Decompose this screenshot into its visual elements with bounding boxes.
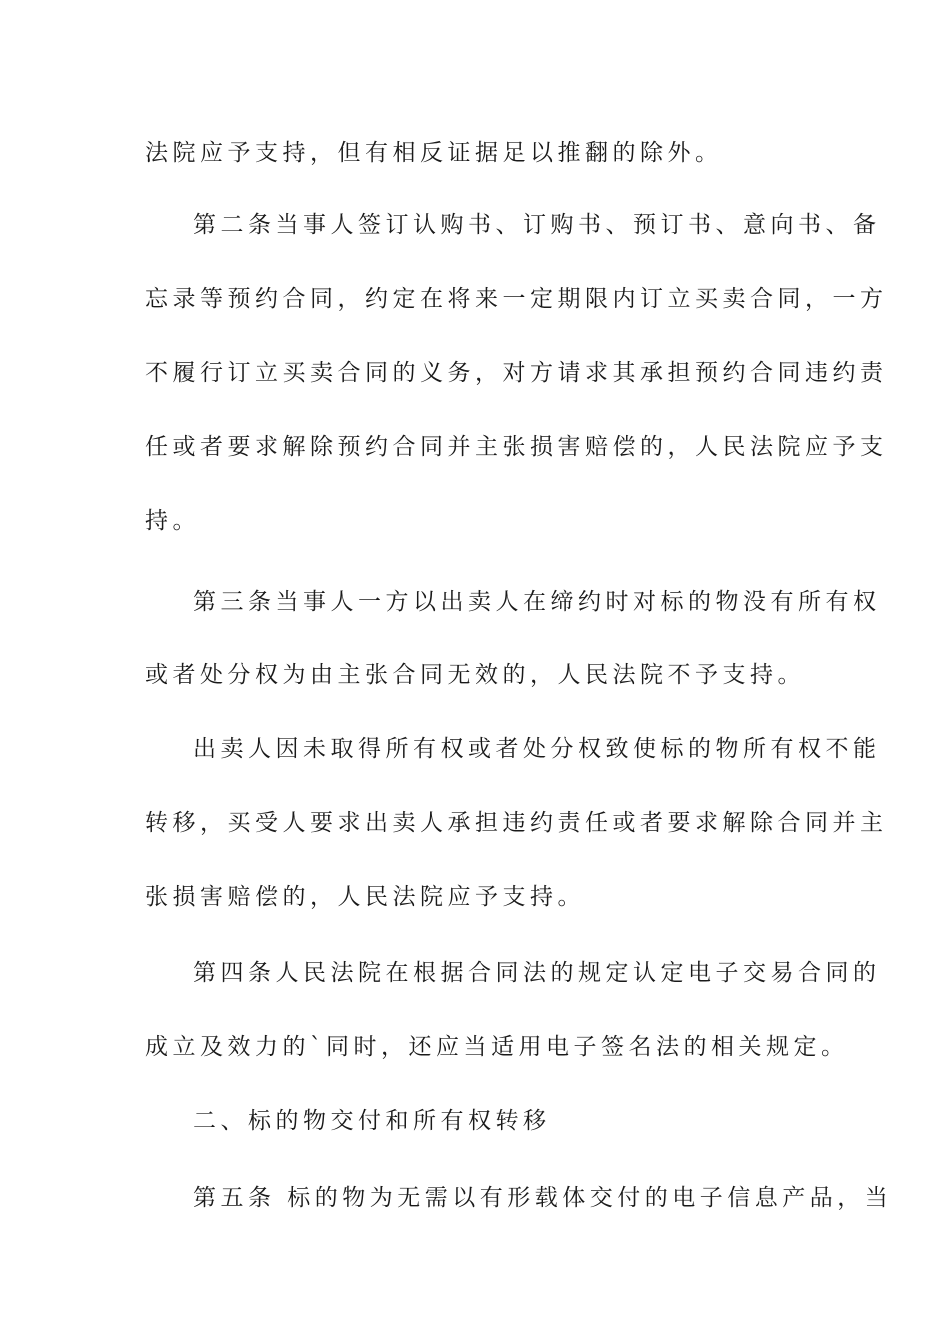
article-5-heading-line: 第五条 标的物为无需以有形载体交付的电子信息产品，当 bbox=[193, 1185, 893, 1211]
text-line: 任或者要求解除预约合同并主张损害赔偿的，人民法院应予支 bbox=[145, 434, 888, 460]
article-2-heading-line: 第二条当事人签订认购书、订购书、预订书、意向书、备 bbox=[193, 212, 881, 238]
text-line: 张损害赔偿的，人民法院应予支持。 bbox=[145, 884, 585, 910]
article-3-heading-line: 第三条当事人一方以出卖人在缔约时对标的物没有所有权 bbox=[193, 589, 881, 615]
text-line: 法院应予支持，但有相反证据足以推翻的除外。 bbox=[145, 140, 723, 166]
text-line: 成立及效力的`同时，还应当适用电子签名法的相关规定。 bbox=[145, 1034, 849, 1060]
article-4-heading-line: 第四条人民法院在根据合同法的规定认定电子交易合同的 bbox=[193, 960, 881, 986]
text-line: 或者处分权为由主张合同无效的，人民法院不予支持。 bbox=[145, 662, 805, 688]
paragraph-first-line: 出卖人因未取得所有权或者处分权致使标的物所有权不能 bbox=[193, 736, 881, 762]
section-heading: 二、标的物交付和所有权转移 bbox=[193, 1108, 551, 1134]
text-line: 不履行订立买卖合同的义务，对方请求其承担预约合同违约责 bbox=[145, 360, 888, 386]
text-line: 忘录等预约合同，约定在将来一定期限内订立买卖合同，一方 bbox=[145, 286, 888, 312]
text-line: 转移，买受人要求出卖人承担违约责任或者要求解除合同并主 bbox=[145, 810, 888, 836]
text-line: 持。 bbox=[145, 508, 200, 534]
